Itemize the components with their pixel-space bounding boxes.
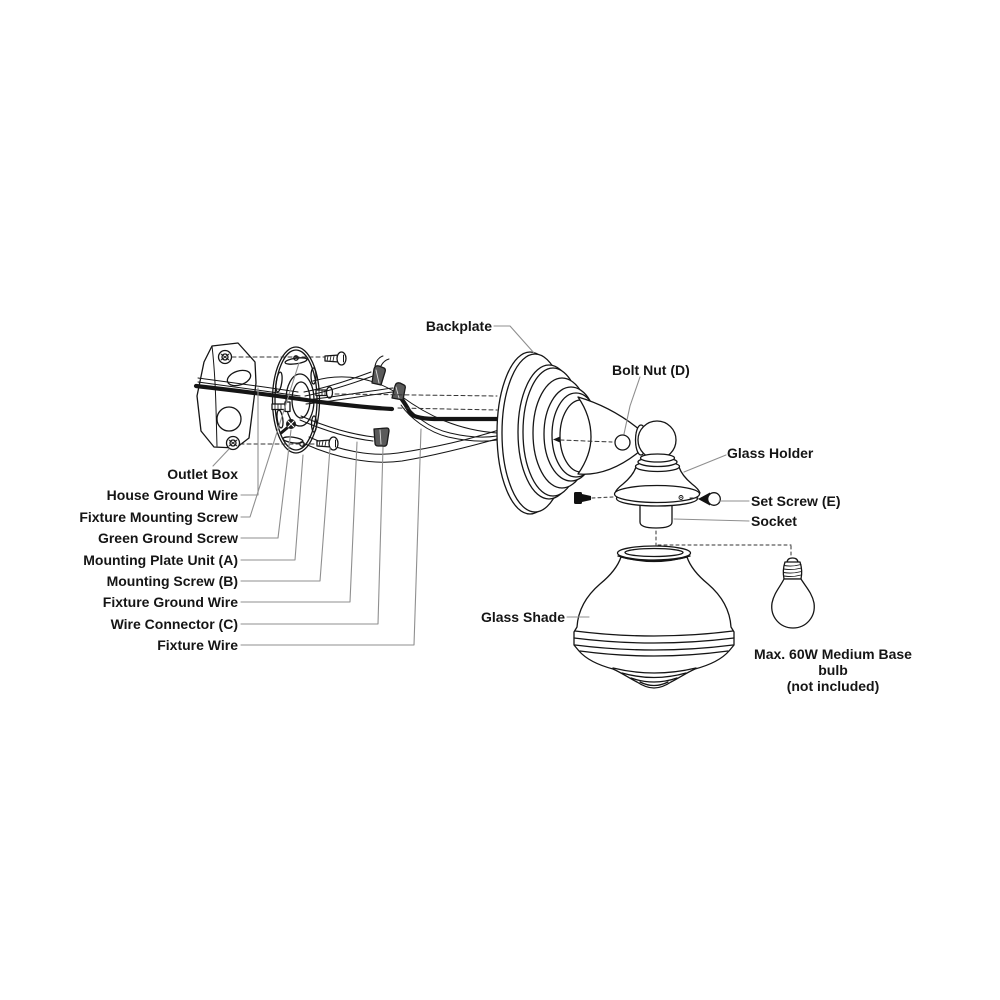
label-mounting-plate-unit: Mounting Plate Unit (A) <box>83 552 238 568</box>
label-glass-shade: Glass Shade <box>480 609 565 625</box>
set-screw-e <box>708 493 721 506</box>
light-bulb-drawing <box>772 558 815 628</box>
glass-holder-drawing <box>615 454 701 528</box>
label-fixture-ground-wire: Fixture Ground Wire <box>102 594 238 610</box>
arm-ball <box>638 421 676 459</box>
label-socket: Socket <box>751 513 797 529</box>
label-fixture-wire: Fixture Wire <box>157 637 238 653</box>
label-glass-holder: Glass Holder <box>727 445 814 461</box>
wire-connector-3 <box>374 428 389 446</box>
label-backplate: Backplate <box>425 318 492 334</box>
bulb-note <box>738 646 928 694</box>
label-fixture-mounting-screw: Fixture Mounting Screw <box>79 509 238 525</box>
bulb-note-line1: Max. 60W Medium Base bulb <box>754 646 912 678</box>
fixture-wire <box>398 394 498 419</box>
label-green-ground-screw: Green Ground Screw <box>97 530 238 546</box>
label-outlet-box: Outlet Box <box>167 466 238 482</box>
set-screw-left <box>582 494 591 502</box>
glass-shade-drawing <box>574 546 734 688</box>
label-set-screw-e: Set Screw (E) <box>751 493 841 509</box>
label-wire-connector-c: Wire Connector (C) <box>110 616 238 632</box>
bulb-note-line2: (not included) <box>786 678 880 694</box>
outlet-box-drawing <box>197 343 256 450</box>
label-house-ground-wire: House Ground Wire <box>106 487 238 503</box>
label-bolt-nut-d: Bolt Nut (D) <box>612 362 690 378</box>
bolt-nut-drawing <box>615 435 630 450</box>
label-mounting-screw-b: Mounting Screw (B) <box>106 573 238 589</box>
